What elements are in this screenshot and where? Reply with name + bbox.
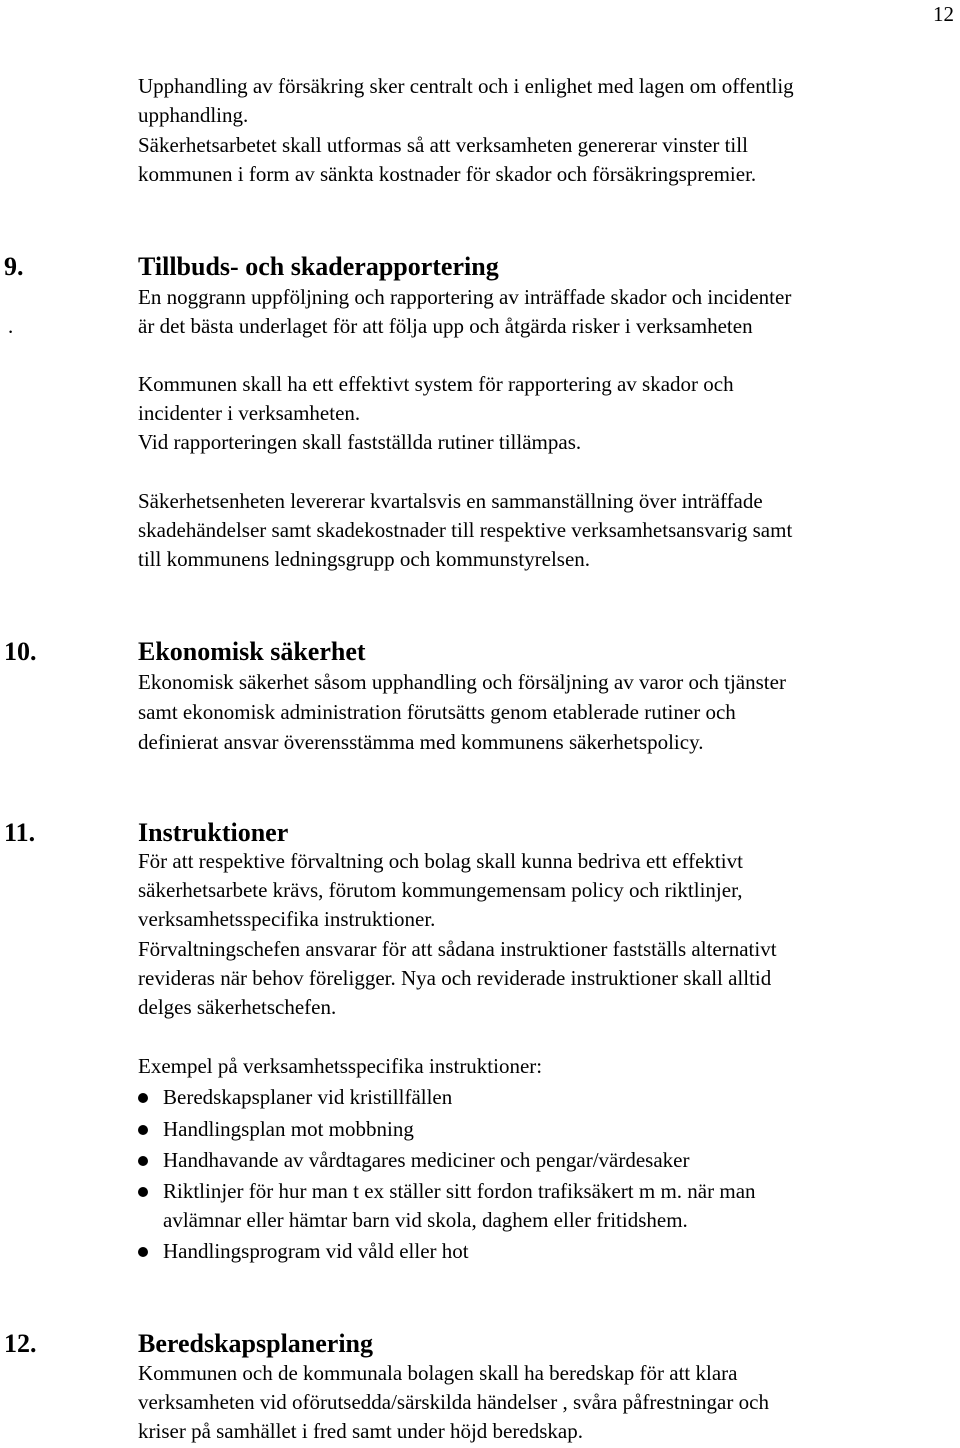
bullet-item-1: Beredskapsplaner vid kristillfällen — [163, 1085, 453, 1109]
section-9-number: 9. — [4, 252, 24, 281]
section-10-line-2: samt ekonomisk administration förutsätts genom etablerade rutiner och — [138, 700, 736, 724]
section-12-title: Beredskapsplanering — [138, 1329, 374, 1358]
bullet-dot-3 — [138, 1156, 148, 1166]
section-9-line-1: En noggrann uppföljning och rapportering av inträffade skador och incidenter — [138, 285, 792, 309]
bullet-item-2: Handlingsplan mot mobbning — [163, 1117, 414, 1141]
section-9-line-3: Kommunen skall ha ett effektivt system för rapportering av skador och — [138, 372, 734, 396]
section-9-line-7: skadehändelser samt skadekostnader till respektive verksamhetsansvarig samt — [138, 518, 793, 542]
section-9-title: Tillbuds- och skaderapportering — [138, 252, 499, 281]
section-10-line-1: Ekonomisk säkerhet såsom upphandling och försäljning av varor och tjänster — [138, 670, 786, 694]
intro-line-3: Säkerhetsarbetet skall utformas så att verksamheten genererar vinster till — [138, 133, 748, 157]
bullet-item-3: Handhavande av vårdtagares mediciner och pengar/värdesaker — [163, 1148, 690, 1172]
section-11-number: 11. — [4, 818, 36, 847]
section-10-number: 10. — [4, 637, 37, 666]
section-10-line-3: definierat ansvar överensstämma med kommunens säkerhetspolicy. — [138, 730, 704, 754]
bullet-item-5: Handlingsprogram vid våld eller hot — [163, 1239, 469, 1263]
bullet-dot-2 — [138, 1125, 148, 1135]
section-12-number: 12. — [4, 1329, 37, 1358]
bullet-item-4: Riktlinjer för hur man t ex ställer sitt fordon trafiksäkert m m. när man — [163, 1179, 756, 1203]
section-9-line-2: är det bästa underlaget för att följa upp och åtgärda risker i verksamheten — [138, 314, 753, 338]
bullet-dot-4 — [138, 1187, 148, 1197]
section-11-line-5: revideras när behov föreligger. Nya och reviderade instruktioner skall alltid — [138, 966, 772, 990]
bullet-item-4-continuation: avlämnar eller hämtar barn vid skola, daghem eller fritidshem. — [163, 1208, 688, 1232]
intro-line-2: upphandling. — [138, 103, 249, 127]
section-10-title: Ekonomisk säkerhet — [138, 637, 366, 666]
intro-line-1: Upphandling av försäkring sker centralt och i enlighet med lagen om offentlig — [138, 74, 794, 98]
bullet-dot-1 — [138, 1093, 148, 1103]
section-12-line-1: Kommunen och de kommunala bolagen skall ha beredskap för att klara — [138, 1361, 738, 1385]
section-11-line-1: För att respektive förvaltning och bolag skall kunna bedriva ett effektivt — [138, 849, 743, 873]
page-number: 12 — [933, 2, 954, 26]
intro-line-4: kommunen i form av sänkta kostnader för skador och försäkringspremier. — [138, 162, 757, 186]
section-11-line-6: delges säkerhetschefen. — [138, 995, 337, 1019]
section-11-line-4: Förvaltningschefen ansvarar för att sådana instruktioner fastställs alternativt — [138, 937, 777, 961]
section-9-line-5: Vid rapporteringen skall fastställda rutiner tillämpas. — [138, 430, 582, 454]
section-9-line-4: incidenter i verksamheten. — [138, 401, 361, 425]
section-12-line-2: verksamheten vid oförutsedda/särskilda händelser , svåra påfrestningar och — [138, 1390, 769, 1414]
section-11-line-7: Exempel på verksamhetsspecifika instruktioner: — [138, 1054, 543, 1078]
section-11-line-2: säkerhetsarbete krävs, förutom kommungemensam policy och riktlinjer, — [138, 878, 743, 902]
section-11-title: Instruktioner — [138, 818, 289, 847]
section-9-line-8: till kommunens ledningsgrupp och kommunstyrelsen. — [138, 547, 591, 571]
section-12-line-3: kriser på samhället i fred samt under höjd beredskap. — [138, 1419, 583, 1443]
bullet-dot-5 — [138, 1247, 148, 1257]
section-11-line-3: verksamhetsspecifika instruktioner. — [138, 907, 436, 931]
stray-dot: . — [8, 314, 14, 338]
section-9-line-6: Säkerhetsenheten levererar kvartalsvis en sammanställning över inträffade — [138, 489, 763, 513]
